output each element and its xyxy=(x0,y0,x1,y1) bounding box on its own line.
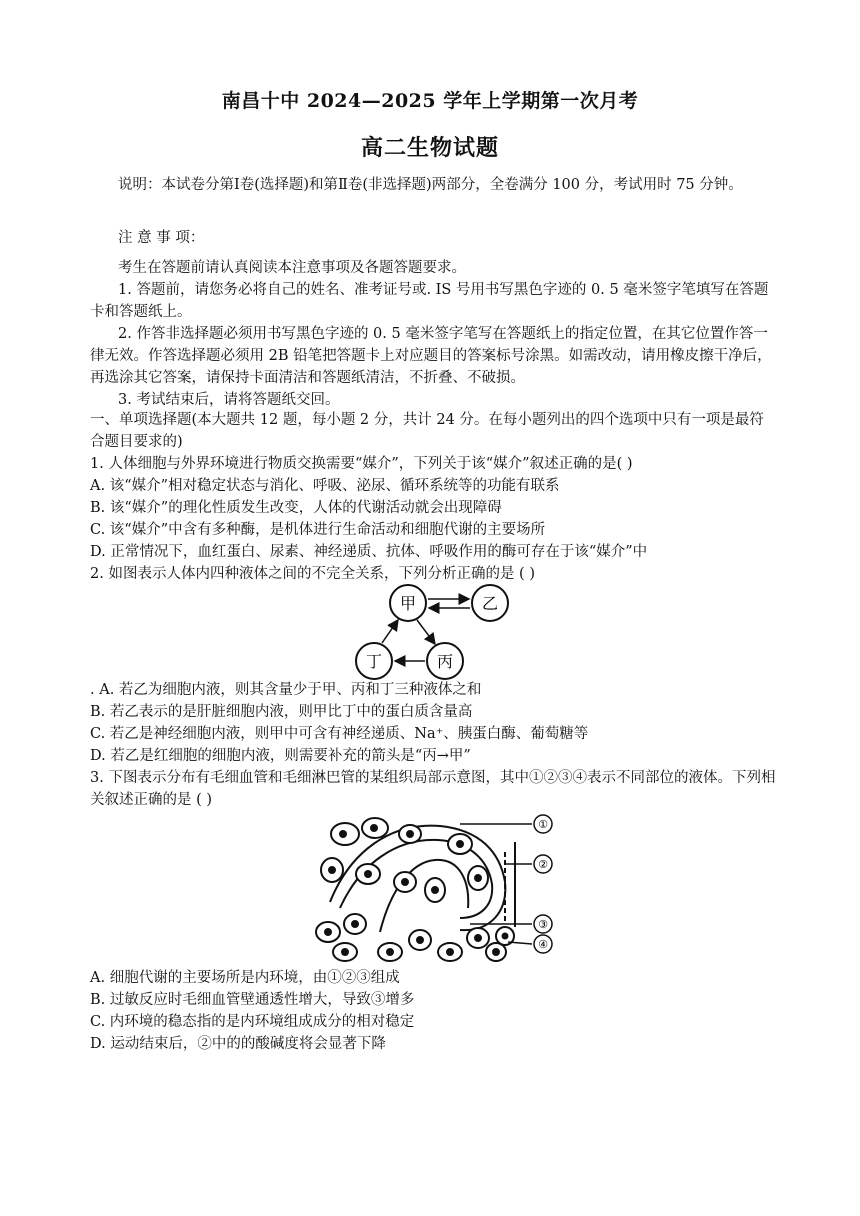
notes-lead: 考生在答题前请认真阅读本注意事项及各题答题要求。 xyxy=(118,260,466,276)
question-1-option-c: C. 该“媒介”中含有多种酶，是机体进行生命活动和细胞代谢的主要场所 xyxy=(90,522,546,538)
question-2-options xyxy=(90,679,778,811)
label-4: ④ xyxy=(538,938,548,951)
question-3-option-a: A. 细胞代谢的主要场所是内环境，由①②③组成 xyxy=(90,970,400,986)
question-3-option-b: B. 过敏反应时毛细血管壁通透性增大，导致③增多 xyxy=(90,992,415,1008)
section-heading: 一、单项选择题(本大题共 12 题，每小题 2 分，共计 24 分。在每小题列出的四个选项中只有一项是最符合题目要求的) xyxy=(90,412,764,450)
notes-section xyxy=(90,227,778,249)
question-1-stem: 1. 人体细胞与外界环境进行物质交换需要“媒介”，下列关于该“媒介”叙述正确的是( ) xyxy=(90,456,633,472)
question-2-stem: 2. 如图表示人体内四种液体之间的不完全关系，下列分析正确的是 ( ) xyxy=(90,566,535,582)
note-2: 2. 作答非选择题必须用书写黑色字迹的 0. 5 毫米签字笔写在答题纸上的指定位置，在其它位置作答一律无效。作答选择题必须用 2B 铅笔把答题卡上对应题目的答案标号涂黑。如需改动，请用橡皮擦干净后，再选涂其它答案，请保持卡面清洁和答题纸清洁，不折叠、不破损。 xyxy=(90,326,772,386)
question-1-option-b: B. 该“媒介”的理化性质发生改变，人体的代谢活动就会出现障碍 xyxy=(90,500,502,516)
node-yi-label: 乙 xyxy=(481,594,499,613)
notes-heading: 注 意 事 项： xyxy=(118,230,205,246)
node-jia-label: 甲 xyxy=(399,594,417,613)
notes-list xyxy=(90,257,778,411)
tissue-capillary-diagram xyxy=(310,812,560,964)
question-3-option-d: D. 运动结束后，②中的的酸碱度将会显著下降 xyxy=(90,1036,386,1052)
label-3: ③ xyxy=(538,918,548,931)
arrow-jia-to-bing xyxy=(417,620,435,644)
node-ding-label: 丁 xyxy=(365,652,383,671)
question-3-option-c: C. 内环境的稳态指的是内环境组成成分的相对稳定 xyxy=(90,1014,415,1030)
question-2-option-b: B. 若乙表示的是肝脏细胞内液，则甲比丁中的蛋白质含量高 xyxy=(90,704,473,720)
node-bing-label: 丙 xyxy=(436,652,454,671)
question-3-options xyxy=(90,967,778,1055)
question-2-option-a: . A. 若乙为细胞内液，则其含量少于甲、丙和丁三种液体之和 xyxy=(90,682,482,698)
section-one xyxy=(90,409,778,585)
label-2: ② xyxy=(538,858,548,871)
exam-description: 说明：本试卷分第Ⅰ卷(选择题)和第Ⅱ卷(非选择题)两部分，全卷满分 100 分，考试用时 75 分钟。 xyxy=(118,177,743,193)
question-1-option-a: A. 该“媒介”相对稳定状态与消化、呼吸、泌尿、循环系统等的功能有联系 xyxy=(90,478,560,494)
question-2-option-c: C. 若乙是神经细胞内液，则甲中可含有神经递质、Na⁺、胰蛋白酶、葡萄糖等 xyxy=(90,726,589,742)
question-1-option-d: D. 正常情况下，血红蛋白、尿素、神经递质、抗体、呼吸作用的酶可存在于该“媒介”中 xyxy=(90,544,648,560)
question-3-stem: 3. 下图表示分布有毛细血管和毛细淋巴管的某组织局部示意图，其中①②③④表示不同部位的液体。下列相关叙述正确的是 ( ) xyxy=(90,770,776,808)
tissue-cells xyxy=(316,818,514,961)
label-1: ① xyxy=(538,818,548,831)
arrow-ding-to-jia xyxy=(382,620,398,643)
school-title: 南昌十中 2024—2025 学年上学期第一次月考 xyxy=(221,90,639,112)
lymph-vessel xyxy=(380,860,468,932)
note-1: 1. 答题前，请您务必将自己的姓名、准考证号或. IS 号用书写黑色字迹的 0. 5 毫米签字笔填写在答题卡和答题纸上。 xyxy=(90,282,769,320)
question-2-option-d: D. 若乙是红细胞的细胞内液，则需要补充的箭头是“丙→甲” xyxy=(90,748,471,764)
subject-title: 高二生物试题 xyxy=(360,135,499,161)
fluid-relationship-diagram xyxy=(345,582,525,684)
note-3: 3. 考试结束后，请将答题纸交回。 xyxy=(118,392,340,408)
intro-section xyxy=(90,174,778,196)
